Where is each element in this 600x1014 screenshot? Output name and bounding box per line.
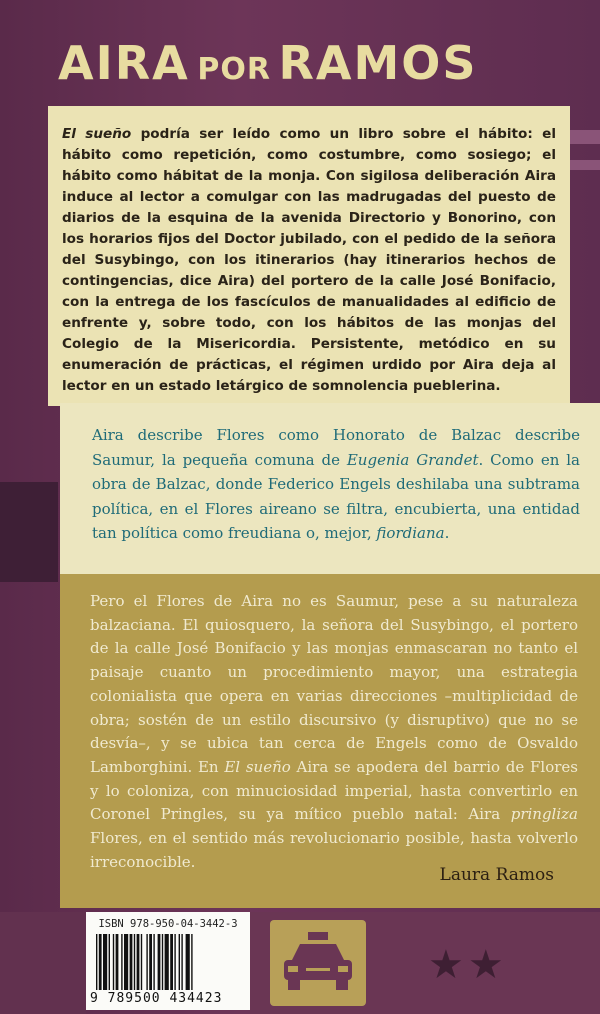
barcode-bar — [134, 934, 135, 990]
barcode-bar — [162, 934, 163, 990]
review-panel — [60, 574, 600, 908]
quote-text — [60, 403, 600, 546]
decor-stripe — [570, 130, 600, 144]
barcode-bar — [121, 934, 122, 990]
quote-panel — [60, 403, 600, 579]
barcode-bar — [141, 934, 142, 990]
review-part: Aira se apodera del barrio de Flores y lo coloniza, con minuciosidad imperial, hasta convertirlo en Coronel Pringles, su ya mítico pueblo natal: Aira — [90, 757, 578, 824]
book-name: El sueño — [62, 126, 132, 142]
barcode-bar — [158, 934, 161, 990]
review-part: Pero el Flores de Aira no es Saumur, pese a su naturaleza balzaciana. El quiosquero, la señora del Susybingo, el portero de la calle José Bonifacio y las monjas enmascaran no tanto el paisaje cuanto un procedimiento mayor, una estrategia colonialista que opera en varias direcciones –multiplicidad de obra; sostén de un estilo discursivo (y disruptivo) que no se desvía–, y se ubica tan cerca de Engels como de Osvaldo Lamborghini. En — [90, 592, 578, 776]
summary-panel — [48, 106, 570, 406]
review-signature: Laura Ramos — [439, 865, 554, 885]
taxi-icon — [270, 920, 366, 1006]
barcode-bar — [103, 934, 107, 990]
barcode-bar — [153, 934, 154, 990]
barcode-bar — [137, 934, 140, 990]
barcode-bar — [191, 934, 192, 990]
review-emphasis: El sueño — [224, 757, 291, 776]
review-emphasis: pringliza — [510, 805, 578, 824]
barcode-bar — [179, 934, 180, 990]
barcode-bar — [96, 934, 97, 990]
barcode-bar — [109, 934, 110, 990]
barcode — [86, 912, 250, 1010]
barcode-bar — [146, 934, 147, 990]
barcode-bars — [96, 934, 242, 990]
barcode-bar — [99, 934, 102, 990]
review-text — [60, 574, 600, 874]
barcode-bar — [186, 934, 190, 990]
book-title — [58, 36, 578, 90]
barcode-bar — [170, 934, 173, 990]
review-part: Flores, en el sentido más revolucionario posible, hasta volverlo irreconocible. — [90, 829, 578, 871]
barcode-bar — [130, 934, 133, 990]
quote-part: Aira describe Flores como Honorato de Balzac describe Saumur, la pequeña comuna de — [92, 426, 580, 469]
quote-emphasis: fiordiana — [376, 524, 445, 542]
barcode-bar — [181, 934, 182, 990]
barcode-bar — [116, 934, 119, 990]
summary-body: podría ser leído como un libro sobre el hábito: el hábito como repetición, como costumbre, como sosiego; el hábito como hábitat de la monja. Con sigilosa deliberación Aira induce al lector a comulgar con las madrugadas del puesto de diarios de la esquina de la avenida Directorio y Bonorino, con los horarios fijos del Doctor jubilado, con el pedido de la señora del Susybingo, con los itinerarios (hay itinerarios hechos de contingencias, dice Aira) del portero de la calle José Bonifacio, con la entrega de los fascículos de manualidades al edificio de enfrente y, sobre todo, con los hábitos de las monjas del Colegio de la Misericordia. Persistente, metódico en su enumeración de prácticas, el régimen urdido por Aira deja al lector en un estado letárgico de somnolencia pueblerina. — [62, 126, 556, 394]
barcode-bar — [149, 934, 152, 990]
star-icon: ★★ — [428, 942, 508, 988]
barcode-bar — [174, 934, 175, 990]
decor-block — [0, 912, 86, 1014]
quote-part: . — [444, 524, 450, 542]
barcode-bar — [124, 934, 128, 990]
quote-emphasis: Eugenia Grandet — [346, 450, 479, 469]
isbn-number: ISBN 978-950-04-3442-3 — [98, 918, 238, 930]
title-word: POR — [197, 52, 271, 87]
summary-text — [48, 106, 570, 397]
decor-stripe — [570, 160, 600, 170]
barcode-digits: 9 789500 434423 — [90, 991, 223, 1006]
title-word: AIRA — [58, 36, 190, 90]
barcode-bar — [113, 934, 114, 990]
quote-part: . Como en la obra de Balzac, donde Federico Engels deshilaba una subtrama política, en el Flores aireano se filtra, encubierta, una entidad tan política como freudiana o, mejor, — [92, 450, 580, 542]
barcode-bar — [165, 934, 169, 990]
decor-block — [0, 482, 58, 582]
title-word: RAMOS — [278, 36, 478, 90]
